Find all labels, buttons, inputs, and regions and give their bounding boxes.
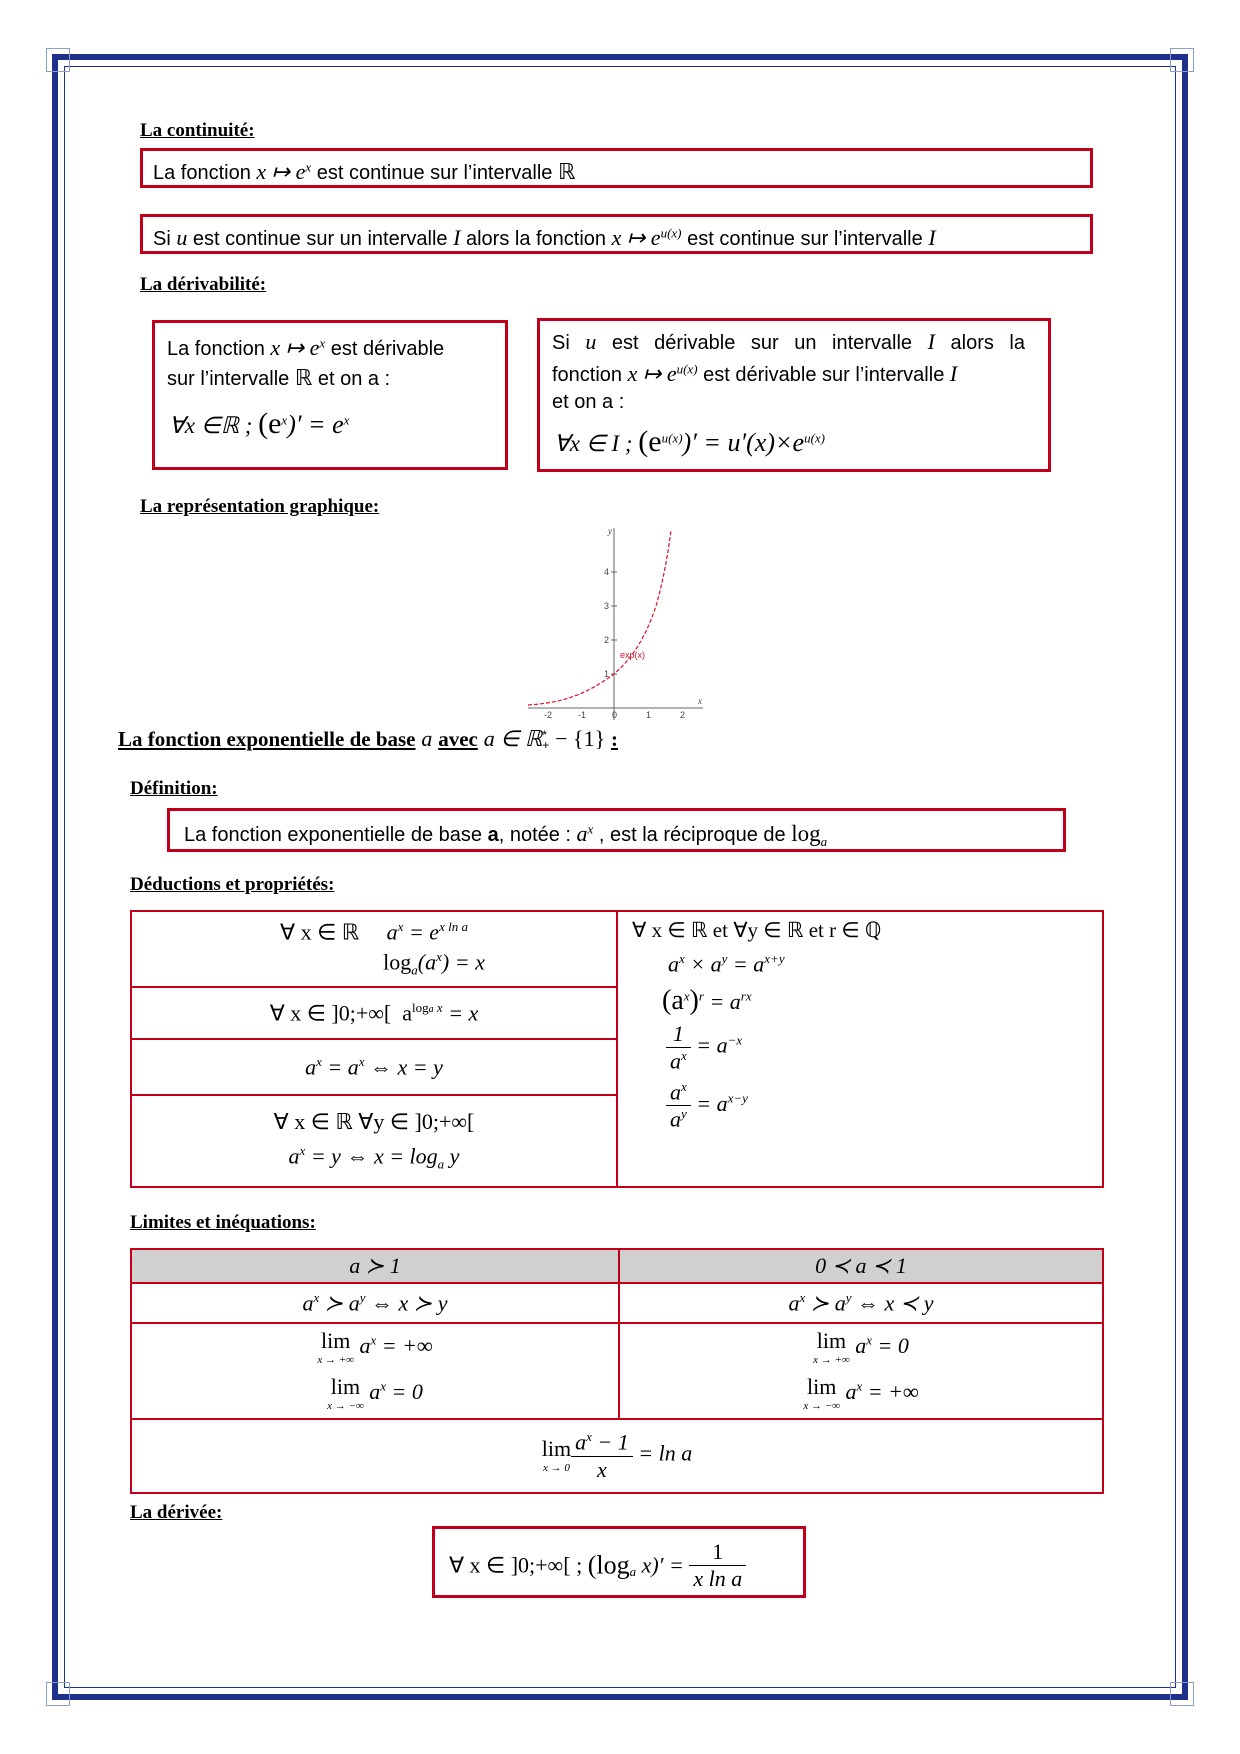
math-I: I xyxy=(927,329,935,354)
math-I: I xyxy=(928,225,936,250)
fraction xyxy=(666,1079,691,1133)
heading-text: La fonction exponentielle de base xyxy=(118,727,416,751)
math-exp: u(x) xyxy=(804,430,826,446)
frame-corner-br xyxy=(1170,1682,1194,1706)
math: (a xyxy=(662,985,684,1017)
prop-cell-1 xyxy=(131,911,617,987)
math-exp: x xyxy=(305,159,312,175)
math: ∀ x ∈ ]0;+∞[ ; xyxy=(449,1552,583,1578)
math: = a xyxy=(696,1090,728,1116)
prop-line xyxy=(260,949,608,979)
x-tick-label-m1: -1 xyxy=(578,710,587,720)
math: = a xyxy=(696,1033,728,1059)
math-exp: y xyxy=(721,951,728,966)
math: lim xyxy=(807,1374,837,1399)
math-exp: x xyxy=(799,1289,806,1305)
y-tick-label-4: 4 xyxy=(604,567,610,577)
math-sub: a xyxy=(820,834,828,849)
math-exp: x xyxy=(681,1078,687,1094)
bold-a: a xyxy=(487,824,499,846)
fraction xyxy=(571,1429,633,1482)
math-u: u xyxy=(176,225,188,250)
math: (e xyxy=(258,407,282,440)
math-exp: x xyxy=(866,1332,873,1348)
text-post: est continue sur l’intervalle xyxy=(316,162,553,184)
math-cond-scripts xyxy=(542,727,550,753)
math-exp: u(x) xyxy=(676,361,698,377)
math-set: ℝ xyxy=(294,365,313,390)
derivative-formula xyxy=(449,1539,746,1592)
math: ⇔ x ≺ y xyxy=(857,1290,934,1316)
text: alors la xyxy=(950,332,1025,354)
text-pre: La fonction xyxy=(153,162,251,184)
x-tick-label-1: 1 xyxy=(646,710,652,720)
math: ≻ a xyxy=(810,1290,846,1316)
frame-bottom-ticks xyxy=(70,1694,1170,1700)
math-set: ℝ xyxy=(557,159,576,184)
fraction xyxy=(689,1539,746,1592)
denominator xyxy=(666,1106,691,1132)
math-exp: x−y xyxy=(727,1090,748,1106)
definition-box xyxy=(167,808,1066,852)
math: (e xyxy=(638,425,662,458)
math-exp: x xyxy=(316,1053,322,1069)
math-sub: + xyxy=(542,738,550,753)
math: = x xyxy=(448,1000,479,1026)
denominator: x ln a xyxy=(693,1566,743,1591)
definition-text xyxy=(184,821,827,850)
math-map: x ↦ e xyxy=(270,335,320,360)
fraction xyxy=(666,1021,691,1074)
math: = 0 xyxy=(877,1333,909,1359)
math-exp: x+y xyxy=(764,951,785,966)
math-exp: x xyxy=(587,821,594,837)
heading-properties: Déductions et propriétés: xyxy=(130,874,335,895)
curve-label: exp(x) xyxy=(620,650,646,660)
text-mid: est continue sur un intervalle xyxy=(192,228,448,250)
derivability-box-left xyxy=(152,320,508,470)
text: La fonction xyxy=(167,338,265,360)
text: , notée : xyxy=(498,824,571,846)
prop-line: ∀ x ∈ ℝ ∀y ∈ ]0;+∞[ xyxy=(273,1109,475,1135)
prop-line xyxy=(140,1143,608,1173)
math: ) xyxy=(689,985,699,1017)
math-exp: y xyxy=(359,1289,366,1305)
text: Si xyxy=(552,332,570,354)
math-I: I xyxy=(453,225,461,250)
math-exp: rx xyxy=(740,989,752,1004)
math-exp: u(x) xyxy=(660,225,682,241)
math-exp: x xyxy=(358,1053,365,1069)
math: ⇔ x = y xyxy=(370,1054,443,1080)
text: et on a : xyxy=(317,368,391,390)
math-a: a xyxy=(421,726,433,751)
heading-limits: Limites et inéquations: xyxy=(130,1212,316,1233)
numerator: 1 xyxy=(689,1539,746,1566)
math-exp: r xyxy=(698,989,704,1004)
math-exp: x xyxy=(683,989,690,1004)
limits-col1-lims xyxy=(131,1323,619,1419)
math-sub: a xyxy=(411,963,418,979)
text: , est la réciproque de xyxy=(598,824,786,846)
math-exp: x xyxy=(370,1332,377,1348)
math: x xyxy=(436,999,443,1015)
math: ⇔ x ≻ y xyxy=(371,1290,448,1316)
deriv-right-line2 xyxy=(552,361,957,387)
math: lim xyxy=(541,1436,572,1461)
derivability-box-right xyxy=(537,318,1051,472)
lim-op xyxy=(813,1330,850,1366)
frame-corner-tr xyxy=(1170,48,1194,72)
limit-line xyxy=(628,1376,1094,1412)
math-exp: x xyxy=(679,951,685,966)
math-sub: a xyxy=(428,1003,434,1015)
math: = +∞ xyxy=(867,1379,919,1405)
math: ∀x ∈ℝ ; xyxy=(169,413,253,438)
math: (log xyxy=(587,1550,630,1580)
math: = a xyxy=(709,989,741,1015)
lim-op xyxy=(327,1376,364,1412)
math-sub: x → −∞ xyxy=(327,1400,364,1412)
limits-table xyxy=(130,1248,1104,1494)
math: × a xyxy=(690,951,722,977)
text: sur l’intervalle xyxy=(167,368,290,390)
math: ≻ a xyxy=(324,1290,360,1316)
math-cond-post: − {1} xyxy=(555,726,606,751)
continuity-text-1 xyxy=(153,159,575,185)
math-exp: x xyxy=(436,949,442,965)
math: log xyxy=(383,949,412,975)
math: a xyxy=(402,1000,413,1026)
text: est dérivable sur l’intervalle xyxy=(703,364,945,386)
math: a xyxy=(359,1333,371,1359)
y-tick-label-3: 3 xyxy=(604,601,610,611)
math-sub: x → +∞ xyxy=(813,1354,850,1366)
text: est dérivable sur un intervalle xyxy=(611,332,913,354)
math-sub: a xyxy=(437,1156,445,1172)
text: La fonction exponentielle de base xyxy=(184,824,483,846)
math: (a xyxy=(417,949,437,975)
y-tick-label-1: 1 xyxy=(604,669,610,679)
math-I: I xyxy=(949,361,958,386)
math-exp: x xyxy=(319,335,326,351)
numerator: 1 xyxy=(666,1021,691,1048)
math-cond: a ∈ ℝ xyxy=(483,726,543,751)
heading-derivability: La dérivabilité: xyxy=(140,274,267,295)
math-exp: x xyxy=(856,1378,863,1394)
math-exp: y xyxy=(845,1289,852,1305)
deriv-left-formula xyxy=(169,407,349,441)
math-log: log xyxy=(791,821,821,846)
math-sup: * xyxy=(542,727,547,742)
math-u: u xyxy=(585,329,597,354)
continuity-box-1 xyxy=(140,148,1093,188)
x-tick-label-0: 0 xyxy=(612,710,618,720)
denominator xyxy=(666,1048,691,1074)
heading-derivative: La dérivée: xyxy=(130,1502,223,1523)
math: − 1 xyxy=(597,1429,629,1455)
heading-avec: avec xyxy=(438,727,478,751)
math-exp: x xyxy=(343,412,350,428)
math: = 0 xyxy=(391,1379,423,1405)
math-exp: x xyxy=(681,1048,687,1064)
math: = ln a xyxy=(638,1441,693,1467)
math: )′ = e xyxy=(287,410,344,439)
numerator xyxy=(571,1429,633,1456)
math-exp: x xyxy=(397,918,404,934)
math-exp: x xyxy=(586,1429,592,1445)
math: a xyxy=(670,1078,681,1104)
properties-table xyxy=(130,910,1104,1188)
limit-line xyxy=(628,1330,1094,1366)
lim-op xyxy=(803,1376,840,1412)
continuity-text-2 xyxy=(153,225,936,251)
math: lim xyxy=(330,1374,361,1399)
exp-curve xyxy=(528,530,671,705)
text: est dérivable xyxy=(330,338,445,360)
math: a xyxy=(670,1106,681,1132)
prop-inverse xyxy=(666,1021,1088,1074)
math: a xyxy=(305,1054,317,1080)
prop-right-head: ∀ x ∈ ℝ et ∀y ∈ ℝ et r ∈ ℚ xyxy=(632,918,882,942)
exp-graph xyxy=(528,524,708,722)
math-sub: a xyxy=(629,1563,637,1579)
math-sub: x → −∞ xyxy=(803,1400,840,1412)
math-map: x ↦ e xyxy=(256,159,306,184)
prop-line xyxy=(140,919,608,945)
denominator: x xyxy=(597,1456,607,1482)
y-tick-label-2: 2 xyxy=(604,635,610,645)
math-sub: x → 0 xyxy=(542,1462,570,1474)
math: ) = x xyxy=(441,949,485,975)
math: a xyxy=(288,1143,300,1169)
deriv-left-line1 xyxy=(167,335,444,361)
math-exp: u(x) xyxy=(661,430,683,446)
math: a xyxy=(575,1429,587,1455)
prop-cell-4 xyxy=(131,1095,617,1187)
math-map: x ↦ e xyxy=(611,225,661,250)
text-si: Si xyxy=(153,228,171,250)
numerator xyxy=(666,1079,691,1106)
deriv-right-line1 xyxy=(552,329,1025,355)
math: = y ⇔ x = log xyxy=(310,1143,438,1169)
x-axis-label: x xyxy=(698,696,702,706)
y-axis-label: y xyxy=(608,526,612,536)
lim-op xyxy=(542,1438,571,1474)
derivative-box xyxy=(432,1526,806,1598)
limits-ineq-1 xyxy=(131,1283,619,1323)
text: fonction xyxy=(552,364,623,386)
math: )′ = u′(x)×e xyxy=(682,428,805,457)
math: ∀ x ∈ ]0;+∞[ xyxy=(269,1000,392,1026)
math: x)′ = xyxy=(641,1552,684,1578)
math: a xyxy=(855,1333,867,1359)
math-sub: x → +∞ xyxy=(317,1354,354,1366)
heading-base-a xyxy=(118,726,618,752)
math: a xyxy=(369,1379,381,1405)
math: a xyxy=(668,951,679,977)
math-a: a xyxy=(576,821,588,846)
math: ∀x ∈ I ; xyxy=(554,431,633,456)
text-post: est continue sur l’intervalle xyxy=(687,228,923,250)
continuity-box-2 xyxy=(140,214,1093,254)
math: = a xyxy=(732,951,765,977)
math-exp: x xyxy=(299,1143,306,1159)
prop-cell-3 xyxy=(131,1039,617,1095)
prop-cell-right xyxy=(617,911,1103,1187)
limits-bottom xyxy=(131,1419,1103,1493)
limits-head-2: 0 ≺ a ≺ 1 xyxy=(619,1249,1103,1283)
math-exp: x xyxy=(281,412,288,428)
heading-continuity: La continuité: xyxy=(140,120,255,141)
heading-definition: Définition: xyxy=(130,778,218,799)
limits-ineq-2 xyxy=(619,1283,1103,1323)
limit-line xyxy=(140,1330,610,1366)
math: a xyxy=(302,1290,314,1316)
math-exp: x xyxy=(313,1289,320,1305)
math: a xyxy=(670,1048,681,1074)
math: = e xyxy=(408,919,440,945)
prop-quotient xyxy=(666,1079,1088,1133)
text-mid2: alors la fonction xyxy=(465,228,607,250)
heading-graph: La représentation graphique: xyxy=(140,496,380,517)
x-tick-label-2: 2 xyxy=(680,710,686,720)
math: a xyxy=(845,1379,857,1405)
limit-line xyxy=(140,1376,610,1412)
frame-corner-bl xyxy=(46,1682,70,1706)
frame-top-ticks xyxy=(70,54,1170,60)
math-exp: x ln a xyxy=(439,918,468,934)
x-tick-label-m2: -2 xyxy=(544,710,553,720)
math: lim xyxy=(321,1328,351,1353)
math-exp: y xyxy=(681,1105,687,1121)
math-exp xyxy=(412,1000,443,1015)
math: a xyxy=(788,1290,800,1316)
deriv-left-line2 xyxy=(167,365,390,391)
deriv-right-line3: et on a : xyxy=(552,391,625,413)
prop-cell-2 xyxy=(131,987,617,1039)
prop-power xyxy=(662,985,1088,1017)
lim-op xyxy=(317,1330,354,1366)
limits-col2-lims xyxy=(619,1323,1103,1419)
deriv-right-formula xyxy=(554,425,825,459)
math-map: x ↦ e xyxy=(627,361,677,386)
math: log xyxy=(412,999,429,1015)
frame-corner-tl xyxy=(46,48,70,72)
heading-colon: : xyxy=(611,727,619,751)
limits-head-1: a ≻ 1 xyxy=(131,1249,619,1283)
math: ∀ x ∈ ℝ xyxy=(280,919,360,945)
math: lim xyxy=(816,1328,847,1353)
math: y xyxy=(449,1143,460,1169)
prop-product xyxy=(668,951,1088,977)
math: = a xyxy=(327,1054,359,1080)
math: a xyxy=(386,919,398,945)
math-exp: −x xyxy=(727,1032,743,1048)
math: = +∞ xyxy=(381,1333,433,1359)
math-exp: x xyxy=(380,1378,387,1394)
